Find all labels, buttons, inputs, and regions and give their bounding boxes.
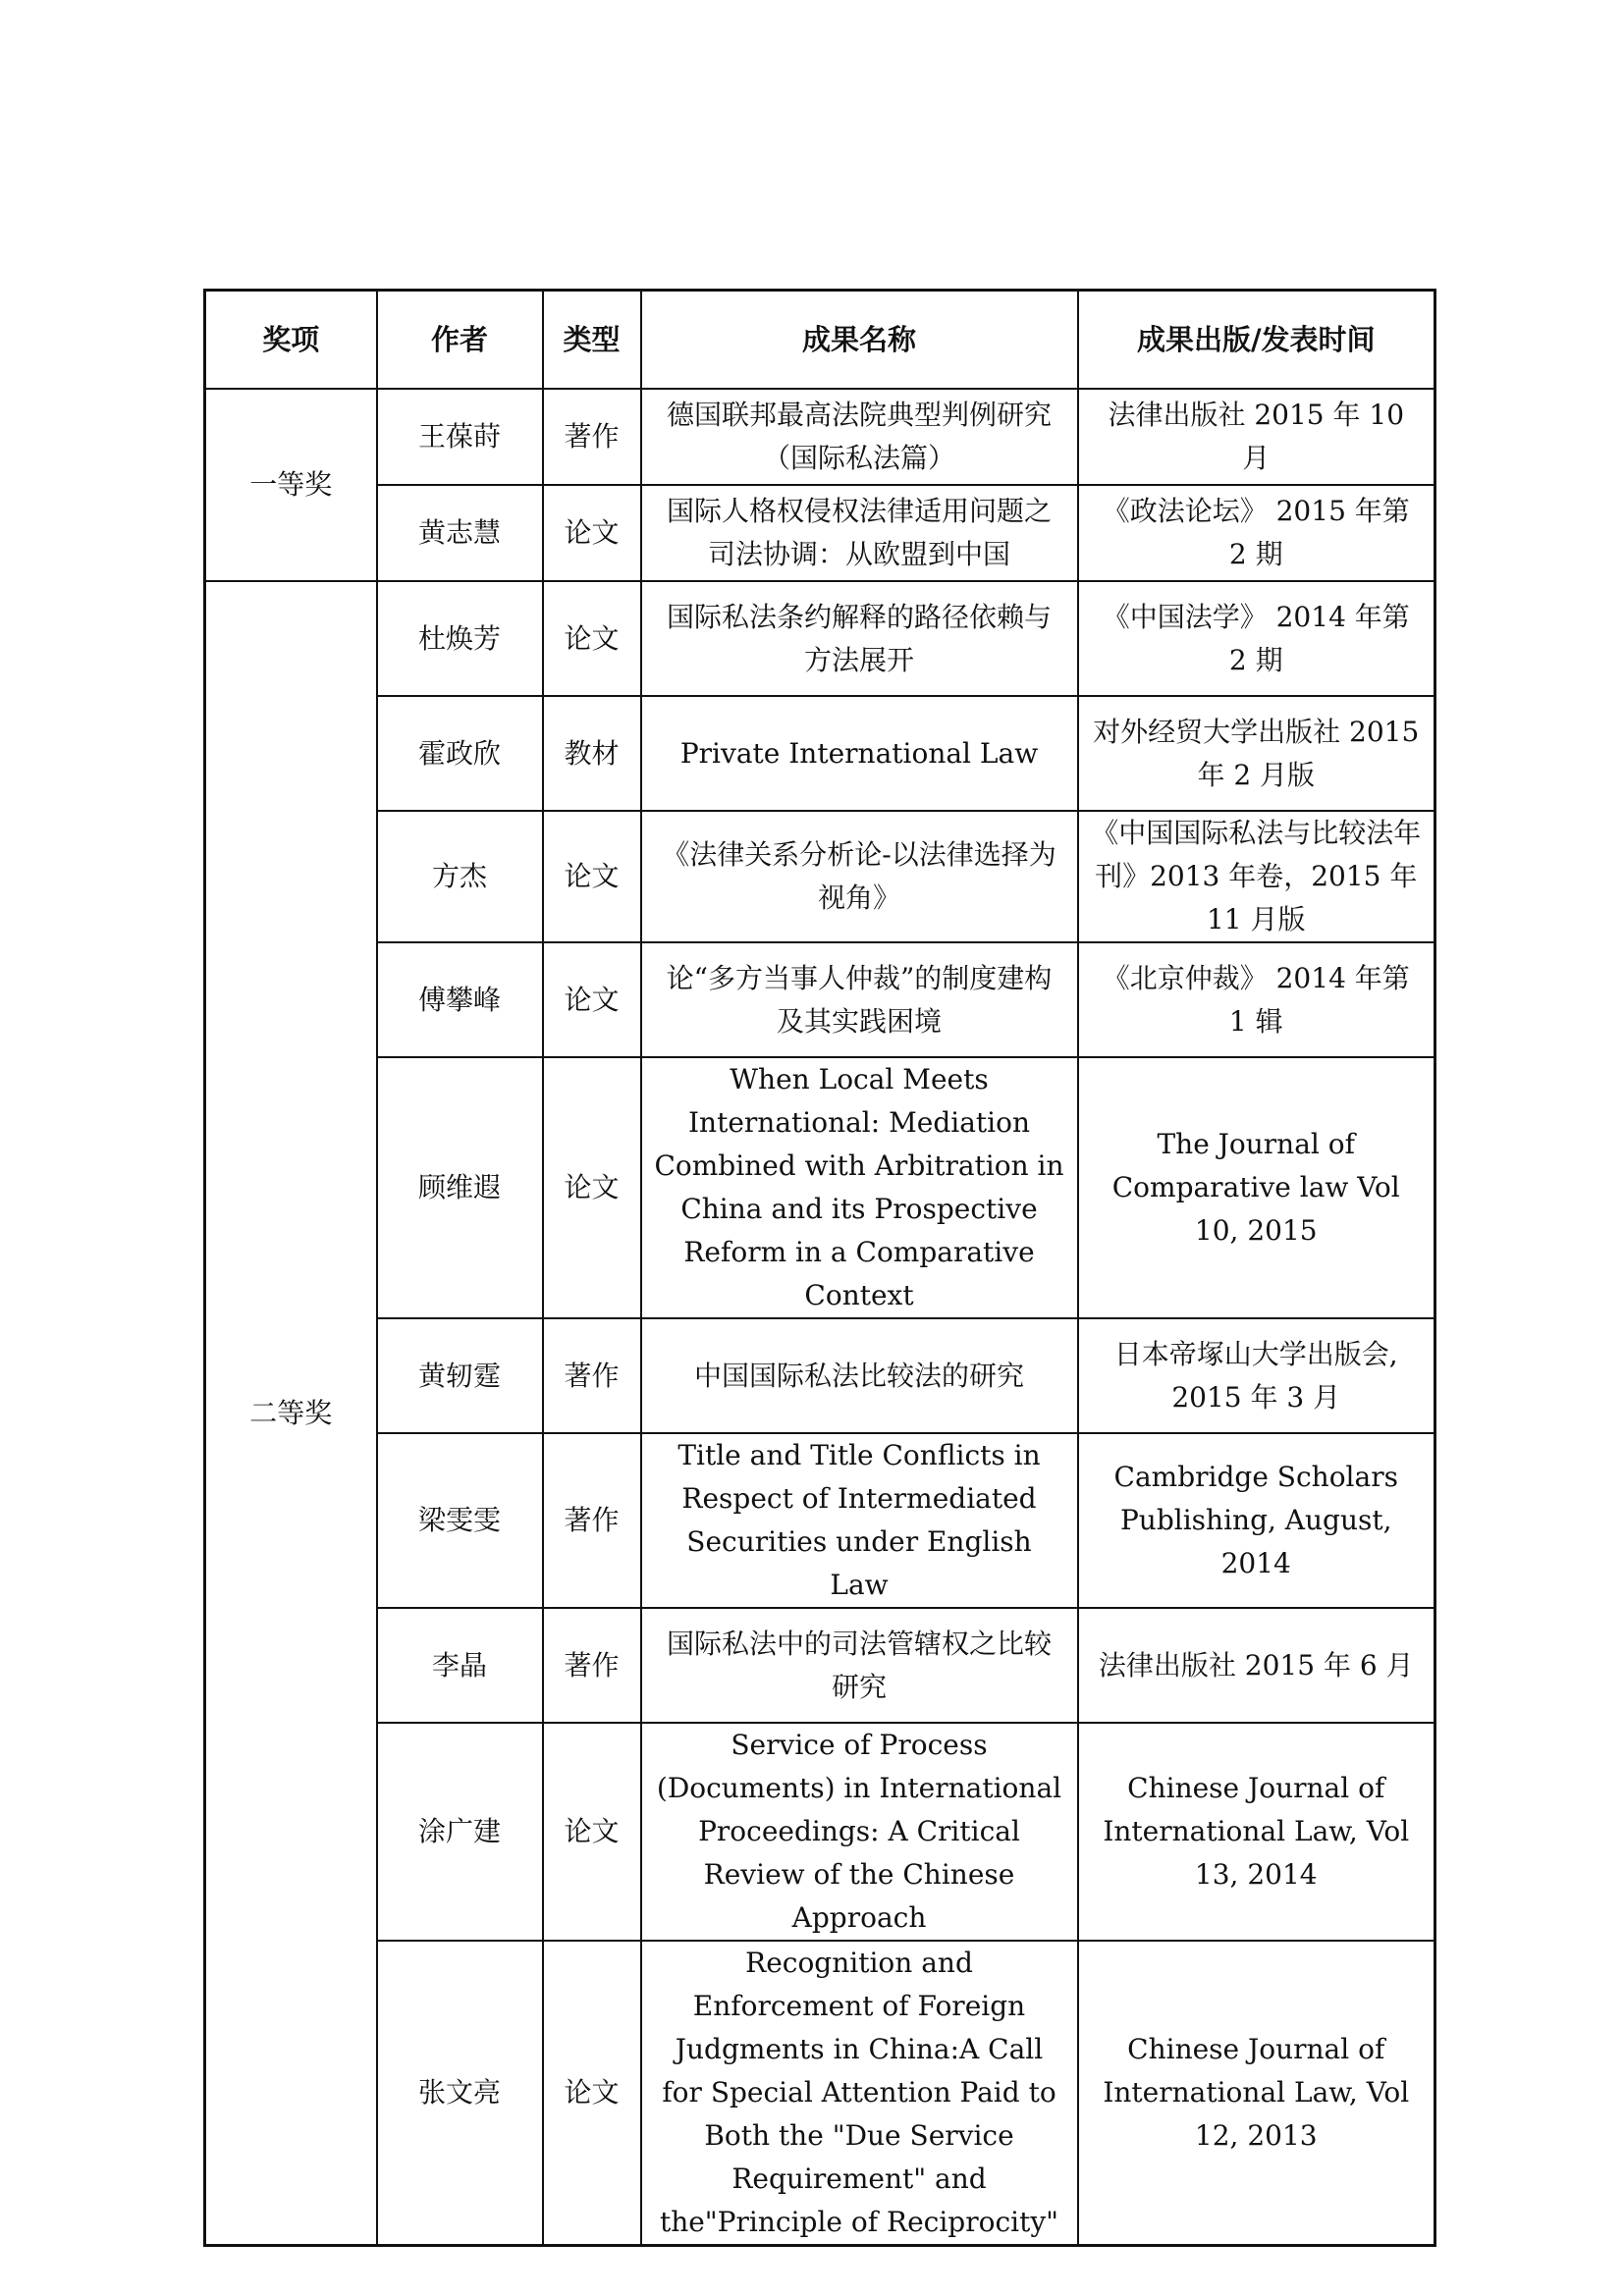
title-cell: Title and Title Conflicts in Respect of Intermediated Securities under English Law — [641, 1433, 1078, 1608]
author-cell: 黄志慧 — [377, 485, 543, 581]
publication-cell: Chinese Journal of International Law, Vol 12, 2013 — [1078, 1941, 1435, 2246]
award-cell-first-prize: 一等奖 — [205, 389, 377, 581]
title-cell: Service of Process (Documents) in International Proceedings: A Critical Review of the Chinese Approach — [641, 1723, 1078, 1941]
author-cell: 顾维遐 — [377, 1057, 543, 1318]
author-cell: 方杰 — [377, 811, 543, 942]
table-row — [205, 1608, 1435, 1723]
author-cell: 霍政欣 — [377, 696, 543, 811]
type-cell: 教材 — [543, 696, 641, 811]
publication-cell: 对外经贸大学出版社 2015 年 2 月版 — [1078, 696, 1435, 811]
publication-cell: Cambridge Scholars Publishing, August, 2014 — [1078, 1433, 1435, 1608]
author-cell: 杜焕芳 — [377, 581, 543, 696]
header-publication: 成果出版/发表时间 — [1078, 291, 1435, 390]
table-row — [205, 1723, 1435, 1941]
table-row — [205, 1941, 1435, 2246]
type-cell: 著作 — [543, 389, 641, 485]
type-cell: 著作 — [543, 1318, 641, 1433]
table-row — [205, 389, 1435, 485]
publication-cell: 日本帝塚山大学出版会, 2015 年 3 月 — [1078, 1318, 1435, 1433]
publication-cell: 《政法论坛》 2015 年第 2 期 — [1078, 485, 1435, 581]
header-row — [205, 291, 1435, 390]
type-cell: 论文 — [543, 485, 641, 581]
publication-cell: 《中国法学》 2014 年第 2 期 — [1078, 581, 1435, 696]
header-award: 奖项 — [205, 291, 377, 390]
table-row — [205, 1057, 1435, 1318]
author-cell: 梁雯雯 — [377, 1433, 543, 1608]
title-cell: 国际私法中的司法管辖权之比较研究 — [641, 1608, 1078, 1723]
title-cell: When Local Meets International: Mediation Combined with Arbitration in China and its Prospective Reform in a Comparative Context — [641, 1057, 1078, 1318]
author-cell: 王葆莳 — [377, 389, 543, 485]
title-cell: 论“多方当事人仲裁”的制度建构及其实践困境 — [641, 942, 1078, 1057]
type-cell: 论文 — [543, 1057, 641, 1318]
title-cell: 国际人格权侵权法律适用问题之司法协调：从欧盟到中国 — [641, 485, 1078, 581]
title-cell: 德国联邦最高法院典型判例研究（国际私法篇） — [641, 389, 1078, 485]
awards-table — [203, 289, 1436, 2247]
title-cell: 《法律关系分析论-以法律选择为视角》 — [641, 811, 1078, 942]
title-cell: 国际私法条约解释的路径依赖与方法展开 — [641, 581, 1078, 696]
type-cell: 论文 — [543, 1723, 641, 1941]
award-cell-second-prize: 二等奖 — [205, 581, 377, 2246]
author-cell: 李晶 — [377, 1608, 543, 1723]
type-cell: 论文 — [543, 581, 641, 696]
author-cell: 涂广建 — [377, 1723, 543, 1941]
table-row — [205, 696, 1435, 811]
author-cell: 傅攀峰 — [377, 942, 543, 1057]
title-cell: Private International Law — [641, 696, 1078, 811]
table-row — [205, 1318, 1435, 1433]
publication-cell: Chinese Journal of International Law, Vol 13, 2014 — [1078, 1723, 1435, 1941]
header-title: 成果名称 — [641, 291, 1078, 390]
table-row — [205, 942, 1435, 1057]
publication-cell: 《北京仲裁》 2014 年第 1 辑 — [1078, 942, 1435, 1057]
header-author: 作者 — [377, 291, 543, 390]
title-cell: Recognition and Enforcement of Foreign Judgments in China:A Call for Special Attention Paid to Both the "Due Service Requirement" and the"Principle of Reciprocity" — [641, 1941, 1078, 2246]
type-cell: 著作 — [543, 1608, 641, 1723]
author-cell: 张文亮 — [377, 1941, 543, 2246]
table-row — [205, 811, 1435, 942]
type-cell: 著作 — [543, 1433, 641, 1608]
publication-cell: 《中国国际私法与比较法年刊》2013 年卷，2015 年 11 月版 — [1078, 811, 1435, 942]
type-cell: 论文 — [543, 811, 641, 942]
type-cell: 论文 — [543, 942, 641, 1057]
publication-cell: The Journal of Comparative law Vol 10, 2015 — [1078, 1057, 1435, 1318]
table-row — [205, 485, 1435, 581]
author-cell: 黄轫霆 — [377, 1318, 543, 1433]
table-row — [205, 581, 1435, 696]
publication-cell: 法律出版社 2015 年 6 月 — [1078, 1608, 1435, 1723]
title-cell: 中国国际私法比较法的研究 — [641, 1318, 1078, 1433]
type-cell: 论文 — [543, 1941, 641, 2246]
table-row — [205, 1433, 1435, 1608]
header-type: 类型 — [543, 291, 641, 390]
publication-cell: 法律出版社 2015 年 10 月 — [1078, 389, 1435, 485]
